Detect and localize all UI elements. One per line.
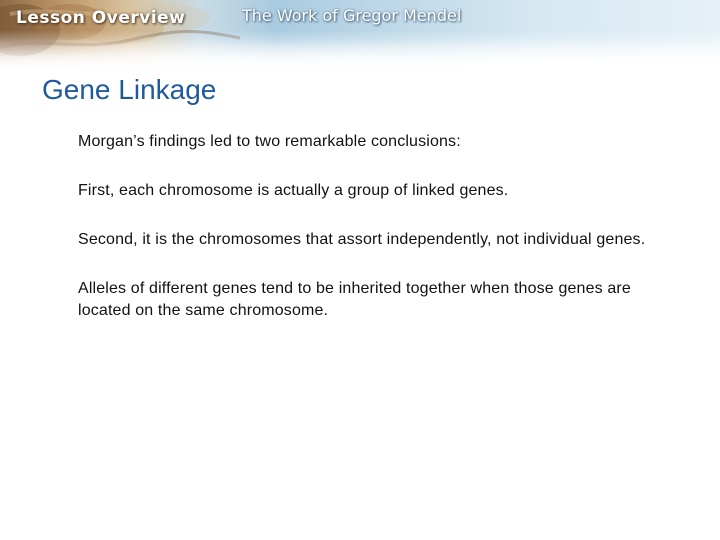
header-banner (0, 0, 720, 72)
banner-fade (0, 30, 720, 74)
paragraph-4: Alleles of different genes tend to be inherited together when those genes are located on the same chromosome. (78, 280, 631, 319)
lesson-title: The Work of Gregor Mendel (242, 6, 462, 25)
paragraph-2: First, each chromosome is actually a group of linked genes. (78, 182, 509, 199)
slide-heading: Gene Linkage (42, 74, 217, 105)
paragraph-1: Morgan’s findings led to two remarkable conclusions: (78, 133, 461, 150)
slide-body (78, 131, 678, 322)
paragraph-3: Second, it is the chromosomes that assort independently, not individual genes. (78, 231, 646, 248)
lesson-overview-label: Lesson Overview (16, 8, 186, 28)
